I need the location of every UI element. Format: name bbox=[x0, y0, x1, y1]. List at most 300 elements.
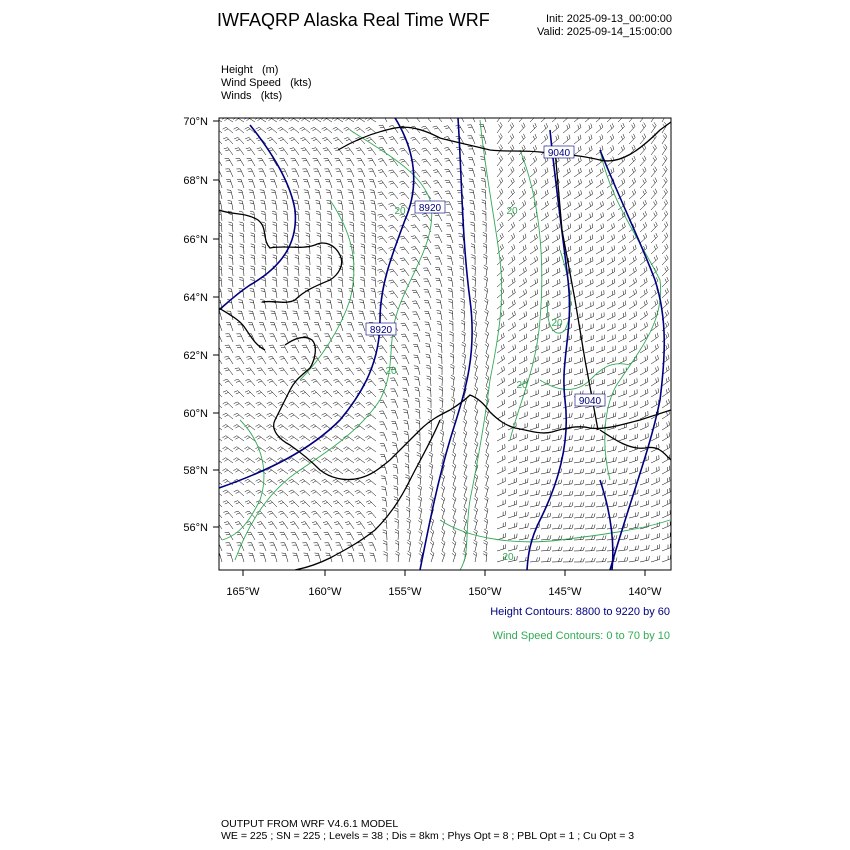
wind-barb bbox=[389, 137, 398, 144]
wind-barb bbox=[585, 513, 595, 518]
wind-barb bbox=[306, 233, 310, 243]
wind-barb bbox=[563, 402, 572, 408]
wind-barb bbox=[356, 522, 365, 529]
wind-barb bbox=[251, 255, 255, 265]
wind-barb bbox=[240, 255, 244, 265]
wind-barb bbox=[508, 178, 514, 188]
wind-barb bbox=[618, 390, 626, 397]
wind-barb bbox=[335, 532, 343, 540]
wind-barb bbox=[444, 158, 453, 166]
wind-barb bbox=[497, 533, 506, 540]
wind-barb bbox=[640, 489, 649, 496]
wind-barb bbox=[662, 344, 669, 354]
wind-barb bbox=[471, 244, 475, 254]
wind-barb bbox=[640, 233, 647, 243]
wind-barb bbox=[472, 298, 476, 309]
speed-label-2: 20 bbox=[506, 206, 518, 217]
wind-barb bbox=[222, 447, 233, 452]
wind-barb bbox=[428, 409, 432, 420]
wind-barb bbox=[607, 145, 614, 155]
wind-barb bbox=[468, 168, 475, 177]
wind-barb bbox=[473, 540, 477, 551]
wind-barb bbox=[401, 334, 409, 342]
wind-barb bbox=[311, 501, 321, 507]
wind-barb bbox=[380, 454, 387, 463]
wind-barb bbox=[278, 127, 288, 133]
wind-barb bbox=[574, 157, 581, 166]
wind-barb bbox=[585, 224, 593, 233]
wind-barb bbox=[248, 543, 256, 551]
wind-barb bbox=[662, 133, 667, 144]
wind-barb bbox=[585, 290, 593, 298]
wind-barb bbox=[472, 265, 476, 276]
wind-barb bbox=[574, 279, 582, 287]
wind-barb bbox=[258, 169, 266, 177]
wind-barb bbox=[607, 368, 615, 375]
lon-label-140w: 140°W bbox=[628, 586, 662, 598]
wind-barb bbox=[233, 469, 244, 474]
wind-barb bbox=[473, 551, 477, 562]
wind-barb bbox=[390, 378, 398, 386]
wind-barb bbox=[585, 357, 594, 364]
wind-barb bbox=[422, 214, 431, 222]
wind-barb bbox=[585, 313, 593, 320]
wind-barb bbox=[279, 148, 288, 155]
wind-barb bbox=[450, 342, 454, 353]
wind-barb bbox=[640, 178, 646, 188]
wind-barb bbox=[226, 179, 233, 188]
wind-barb bbox=[563, 112, 570, 122]
wind-barb bbox=[293, 190, 299, 199]
wind-barb bbox=[651, 355, 659, 364]
wind-barb bbox=[618, 412, 627, 419]
wind-barb bbox=[629, 278, 637, 287]
wind-barb bbox=[541, 368, 549, 375]
wind-barb bbox=[519, 534, 529, 540]
wind-barb bbox=[395, 551, 399, 562]
wind-barb bbox=[618, 234, 625, 243]
wind-barb bbox=[262, 255, 266, 265]
wind-barb bbox=[508, 278, 515, 287]
wind-barb bbox=[419, 540, 423, 551]
wind-barb bbox=[563, 525, 573, 530]
wind-barb bbox=[640, 112, 646, 123]
wind-barb bbox=[366, 127, 376, 133]
wind-barb bbox=[574, 113, 581, 123]
wind-barb bbox=[629, 557, 639, 562]
wind-barb bbox=[258, 532, 266, 540]
wind-barb bbox=[651, 255, 658, 265]
wind-barb bbox=[574, 190, 582, 199]
wind-barb bbox=[422, 148, 432, 155]
wind-barb bbox=[461, 299, 465, 310]
wind-barb bbox=[563, 279, 571, 287]
wind-barb bbox=[445, 180, 453, 188]
wind-barb bbox=[459, 255, 464, 265]
wind-barb bbox=[280, 158, 288, 166]
wind-barb bbox=[563, 224, 571, 233]
wind-barb bbox=[228, 288, 233, 298]
wind-barb bbox=[519, 245, 526, 254]
wind-barb bbox=[239, 277, 244, 287]
wind-barb bbox=[629, 512, 638, 518]
wind-barb bbox=[256, 402, 266, 408]
wind-barb bbox=[278, 379, 288, 386]
wind-barb bbox=[378, 159, 387, 167]
wind-barb bbox=[269, 345, 277, 353]
wind-barb bbox=[497, 111, 502, 122]
wind-barb bbox=[236, 169, 244, 177]
wind-barb bbox=[585, 235, 593, 243]
wind-barb bbox=[530, 234, 537, 243]
wind-barb bbox=[305, 277, 310, 287]
wind-barb bbox=[618, 167, 625, 177]
wind-barb bbox=[497, 355, 505, 364]
wind-barb bbox=[484, 298, 488, 309]
wind-barb bbox=[360, 277, 365, 287]
wind-barb bbox=[497, 388, 505, 397]
wind-barb bbox=[651, 400, 659, 409]
wind-barb bbox=[327, 211, 332, 221]
wind-barb bbox=[596, 502, 606, 507]
wind-barb bbox=[288, 436, 299, 441]
wind-barb bbox=[530, 557, 540, 562]
wind-barb bbox=[323, 148, 332, 155]
wind-barb bbox=[270, 179, 277, 188]
wind-barb bbox=[662, 200, 668, 211]
wind-barb bbox=[436, 289, 442, 298]
wind-barb bbox=[651, 333, 658, 342]
wind-barb bbox=[222, 458, 233, 463]
wind-barb bbox=[460, 277, 464, 287]
wind-barb bbox=[245, 479, 255, 485]
wind-barb bbox=[574, 346, 583, 353]
wind-barb bbox=[346, 345, 354, 353]
wind-barb bbox=[381, 476, 387, 485]
wind-barb bbox=[473, 331, 477, 342]
wind-barb bbox=[530, 390, 538, 397]
wind-barb bbox=[391, 421, 398, 430]
wind-barb bbox=[596, 301, 604, 309]
wind-barb bbox=[662, 421, 670, 430]
wind-barb bbox=[280, 345, 288, 353]
wind-barb bbox=[412, 290, 420, 298]
wind-barb bbox=[212, 413, 222, 419]
wind-barb bbox=[640, 389, 648, 397]
wind-barb bbox=[400, 148, 410, 155]
wind-barb bbox=[629, 123, 635, 133]
wind-barb bbox=[378, 192, 387, 199]
wind-barb bbox=[629, 134, 635, 144]
wind-barb bbox=[303, 322, 310, 331]
wind-barb bbox=[483, 232, 487, 243]
wind-barb bbox=[251, 266, 256, 276]
wind-barb bbox=[662, 466, 670, 474]
wind-barb bbox=[618, 290, 626, 298]
wind-barb bbox=[389, 170, 398, 177]
wind-barb bbox=[640, 478, 649, 485]
wind-barb bbox=[440, 441, 444, 452]
wind-barb bbox=[378, 346, 387, 353]
wind-barb bbox=[367, 522, 376, 529]
wind-barb bbox=[336, 179, 343, 188]
wind-barb bbox=[366, 490, 376, 496]
wind-barb bbox=[662, 277, 668, 287]
wind-barb bbox=[334, 356, 343, 364]
wind-barb bbox=[429, 474, 433, 485]
wind-barb bbox=[366, 511, 376, 518]
wind-barb bbox=[640, 378, 648, 386]
wind-barb bbox=[618, 434, 627, 441]
wind-barb bbox=[474, 507, 478, 518]
wind-barb bbox=[541, 223, 549, 232]
wind-barb bbox=[530, 546, 540, 551]
wind-barb bbox=[215, 543, 223, 551]
wind-barb bbox=[227, 190, 233, 199]
wind-barb bbox=[311, 402, 321, 408]
wind-barb bbox=[563, 502, 573, 507]
wind-barb bbox=[250, 200, 256, 210]
wind-barb bbox=[260, 311, 266, 320]
wind-barb bbox=[472, 287, 476, 298]
wind-barb bbox=[508, 311, 515, 320]
wind-barb bbox=[335, 345, 343, 353]
wind-barb bbox=[402, 377, 409, 386]
wind-barb bbox=[508, 300, 515, 309]
wind-barb bbox=[519, 112, 525, 122]
wind-barb bbox=[469, 190, 475, 199]
wind-barb bbox=[441, 529, 445, 540]
wind-barb bbox=[449, 310, 453, 320]
wind-barb bbox=[325, 322, 332, 331]
wind-barb bbox=[251, 244, 255, 254]
wind-barb bbox=[393, 475, 398, 485]
wind-barb bbox=[451, 397, 455, 408]
wind-barb bbox=[467, 125, 475, 133]
wind-barb bbox=[269, 169, 277, 177]
wind-barb bbox=[497, 211, 503, 221]
wind-barb bbox=[422, 159, 431, 166]
wind-barb bbox=[541, 546, 551, 551]
wind-barb bbox=[378, 225, 388, 232]
wind-barb bbox=[256, 127, 266, 133]
wind-barb bbox=[378, 236, 388, 243]
wind-barb bbox=[311, 425, 322, 431]
wind-barb bbox=[284, 233, 288, 243]
wind-barb bbox=[463, 463, 467, 474]
wind-barb bbox=[393, 464, 398, 474]
wind-barb bbox=[357, 334, 365, 342]
wind-barb bbox=[618, 379, 626, 386]
wind-barb bbox=[311, 137, 321, 144]
wind-barb bbox=[400, 236, 409, 243]
wind-barb bbox=[618, 245, 626, 254]
wind-barb bbox=[607, 257, 615, 266]
lat-label-62n: 62°N bbox=[183, 350, 208, 362]
wind-barb bbox=[482, 222, 486, 233]
wind-barb bbox=[519, 145, 525, 155]
wind-barb bbox=[289, 137, 299, 144]
wind-barb bbox=[585, 413, 594, 419]
wind-barb bbox=[530, 134, 537, 144]
wind-barb bbox=[271, 553, 278, 562]
wind-barb bbox=[629, 167, 636, 177]
wind-barb bbox=[223, 501, 233, 507]
wind-barb bbox=[238, 190, 244, 199]
wind-barb bbox=[596, 536, 606, 541]
wind-barb bbox=[463, 419, 467, 430]
wind-barb bbox=[563, 547, 573, 551]
wind-barb bbox=[389, 192, 399, 199]
wind-barb bbox=[508, 411, 516, 419]
wind-barb bbox=[563, 480, 573, 485]
wind-barb bbox=[354, 458, 365, 463]
wind-barb bbox=[422, 170, 431, 177]
wind-barb bbox=[325, 543, 333, 551]
wind-barb bbox=[530, 145, 537, 155]
wind-barb bbox=[279, 368, 288, 375]
wind-barb bbox=[361, 244, 365, 254]
wind-barb bbox=[355, 402, 365, 408]
wind-barb bbox=[238, 311, 244, 320]
wind-barb bbox=[596, 168, 603, 177]
wind-barb bbox=[292, 543, 300, 551]
wind-barb bbox=[404, 431, 409, 441]
valid-time: Valid: 2025-09-14_15:00:00 bbox=[537, 26, 672, 38]
wind-barb bbox=[383, 530, 387, 540]
wind-barb bbox=[355, 479, 365, 485]
wind-barb bbox=[497, 178, 503, 188]
wind-barb bbox=[323, 356, 332, 364]
wind-barb bbox=[508, 333, 516, 342]
wind-barb bbox=[574, 446, 584, 452]
wind-barb bbox=[273, 244, 277, 254]
wind-barb bbox=[508, 511, 517, 518]
wind-barb bbox=[618, 123, 624, 133]
wind-barb bbox=[444, 126, 453, 133]
wind-barb bbox=[212, 402, 222, 408]
wind-barb bbox=[326, 311, 332, 320]
wind-barb bbox=[629, 378, 637, 386]
wind-barb bbox=[218, 266, 223, 276]
wind-barb bbox=[389, 302, 398, 309]
wind-barb bbox=[282, 300, 288, 309]
wind-barb bbox=[346, 334, 354, 342]
wind-barb bbox=[430, 529, 434, 540]
wind-barb bbox=[344, 425, 355, 431]
wind-barb bbox=[530, 156, 537, 166]
wind-barb bbox=[629, 267, 636, 276]
wind-barb bbox=[541, 134, 548, 144]
wind-barb bbox=[530, 434, 539, 441]
wind-barb bbox=[596, 435, 605, 441]
wind-barb bbox=[383, 541, 387, 551]
wind-barb bbox=[629, 434, 638, 441]
wind-barb bbox=[530, 401, 539, 408]
wind-barb bbox=[585, 558, 595, 562]
wind-barb bbox=[640, 123, 646, 133]
wind-barb bbox=[249, 190, 255, 199]
wind-barb bbox=[607, 301, 615, 309]
wind-barb bbox=[266, 436, 277, 441]
wind-barb bbox=[224, 522, 233, 529]
wind-barb bbox=[323, 522, 332, 529]
wind-barb bbox=[574, 502, 584, 507]
wind-barb bbox=[402, 356, 410, 364]
wind-barb bbox=[552, 212, 560, 221]
wind-barb bbox=[278, 501, 288, 507]
wind-barb bbox=[260, 300, 266, 309]
wind-barb bbox=[360, 211, 365, 221]
wind-barb bbox=[482, 200, 486, 210]
wind-barb bbox=[391, 410, 398, 419]
wind-barb bbox=[618, 179, 625, 189]
wind-barb bbox=[355, 413, 365, 419]
wind-barb bbox=[434, 224, 442, 232]
height-label-1: 8920 bbox=[418, 203, 442, 214]
wind-barb bbox=[541, 435, 550, 441]
wind-barb bbox=[333, 511, 343, 518]
wind-barb bbox=[366, 479, 376, 485]
wind-barb bbox=[463, 474, 467, 485]
wind-barb bbox=[563, 168, 570, 177]
wind-barb bbox=[433, 148, 442, 155]
wind-barb bbox=[245, 402, 255, 408]
wind-barb bbox=[629, 545, 639, 551]
wind-barb bbox=[552, 413, 561, 419]
wind-barb bbox=[640, 278, 647, 287]
wind-barb bbox=[345, 148, 354, 155]
wind-barb bbox=[485, 331, 489, 342]
wind-barb bbox=[508, 445, 516, 453]
wind-barb bbox=[541, 535, 551, 540]
wind-barb bbox=[361, 233, 365, 243]
speed-label-5: 20 bbox=[516, 380, 528, 391]
wind-barb bbox=[348, 553, 355, 562]
wind-barb bbox=[248, 179, 255, 188]
wind-barb bbox=[412, 312, 420, 320]
wind-barb bbox=[607, 379, 616, 386]
wind-barb bbox=[485, 441, 489, 452]
wind-barb bbox=[596, 446, 605, 452]
wind-barb bbox=[223, 127, 233, 133]
wind-barb bbox=[269, 532, 277, 540]
wind-barb bbox=[552, 558, 562, 562]
wind-barb bbox=[607, 502, 617, 507]
wind-barb bbox=[541, 112, 548, 122]
lat-label-66n: 66°N bbox=[183, 234, 208, 246]
wind-barb bbox=[483, 243, 487, 254]
wind-barb bbox=[333, 479, 343, 485]
wind-barb bbox=[413, 344, 420, 353]
wind-barb bbox=[441, 485, 445, 496]
wind-barb bbox=[259, 179, 266, 188]
wind-barb bbox=[607, 346, 615, 353]
wind-barb bbox=[541, 234, 549, 243]
wind-barb bbox=[345, 522, 354, 529]
wind-barb bbox=[223, 511, 233, 518]
wind-barb bbox=[473, 342, 477, 353]
model-footer-line2: WE = 225 ; SN = 225 ; Levels = 38 ; Dis = 8km ; Phys Opt = 8 ; PBL Opt = 1 ; Cu Opt = 3 bbox=[221, 830, 635, 842]
wind-barb bbox=[335, 169, 343, 177]
wind-barb bbox=[541, 357, 549, 364]
wind-barb bbox=[229, 266, 234, 276]
wind-barb bbox=[240, 233, 244, 243]
wind-barb bbox=[484, 529, 488, 540]
wind-barb bbox=[334, 368, 343, 375]
wind-barb bbox=[596, 457, 606, 463]
wind-barb bbox=[415, 387, 420, 397]
